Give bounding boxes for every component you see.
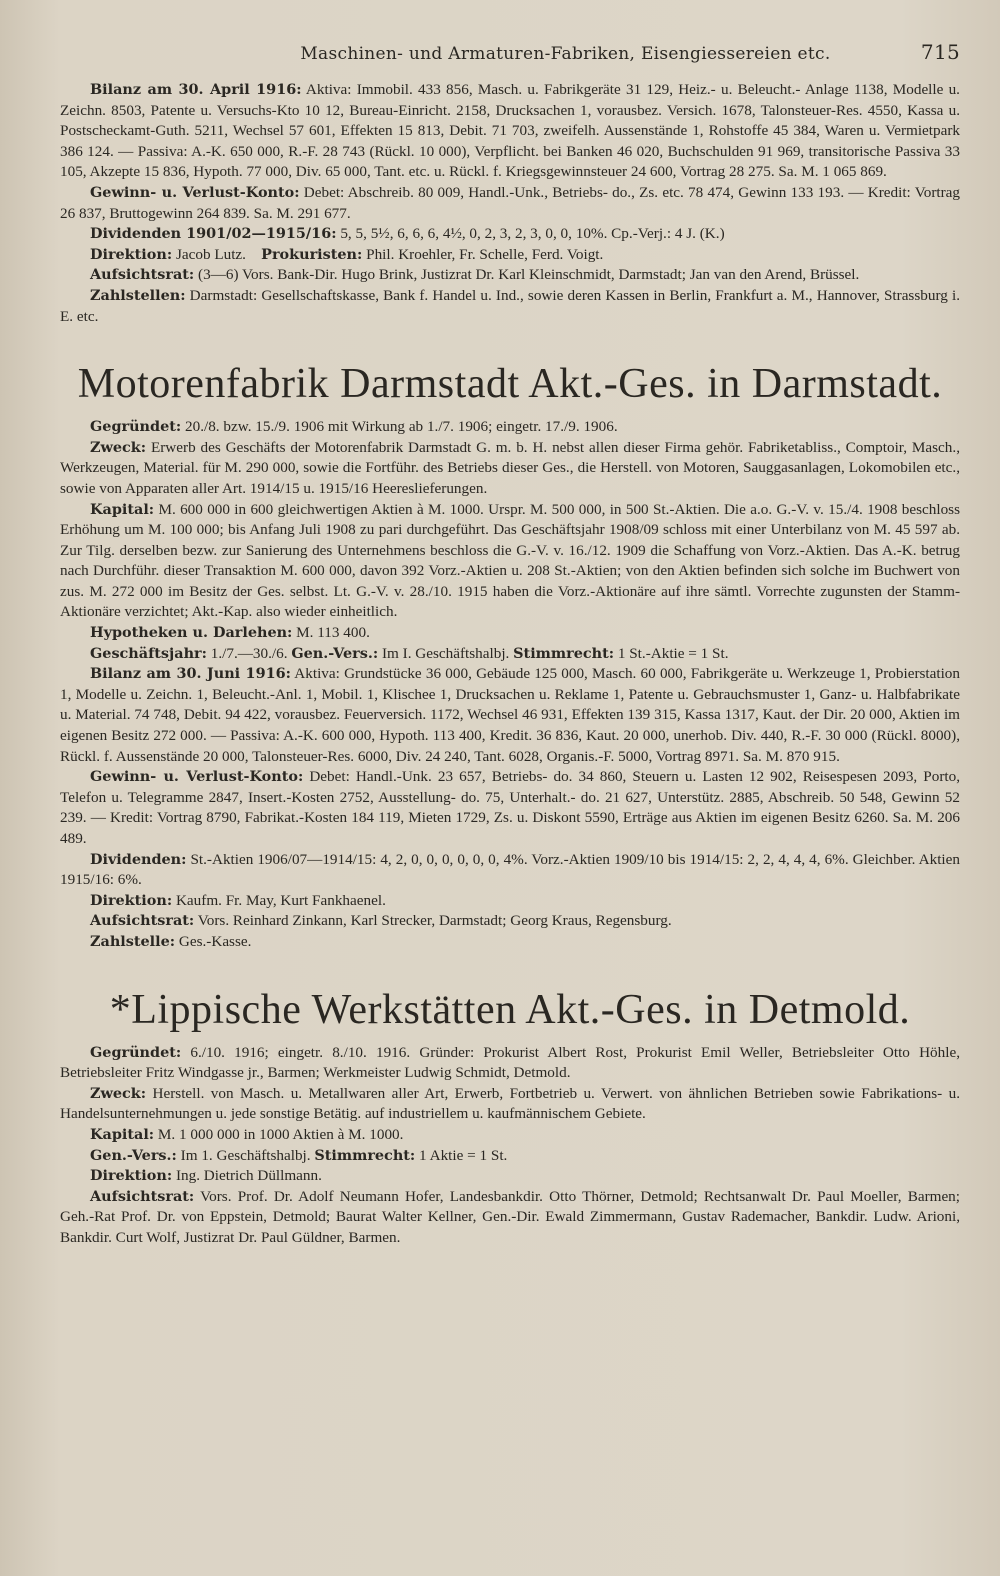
bilanz-paragraph	[60, 664, 960, 767]
guv-paragraph	[60, 183, 960, 224]
dividenden-paragraph	[60, 850, 960, 891]
aufsichtsrat-paragraph	[60, 911, 960, 932]
kapital-text: M. 1 000 000 in 1000 Aktien à M. 1000.	[154, 1125, 404, 1143]
zweck-paragraph	[60, 1084, 960, 1125]
dividenden-label: Dividenden 1901/02—1915/16:	[90, 225, 337, 243]
bilanz-label: Bilanz am 30. April 1916:	[90, 81, 302, 98]
prokuristen-text: Phil. Kroehler, Fr. Schelle, Ferd. Voigt.	[362, 245, 604, 263]
guv-paragraph	[60, 767, 960, 849]
company-title: *Lippische Werkstätten Akt.-Ges. in Detmold.	[109, 986, 911, 1033]
aufsichtsrat-text: Vors. Reinhard Zinkann, Karl Strecker, Darmstadt; Georg Kraus, Regensburg.	[194, 912, 672, 930]
zahlstellen-label: Zahlstellen:	[90, 286, 186, 304]
genvers-text: Im 1. Geschäftshalbj.	[176, 1146, 311, 1164]
zweck-text: Herstell. von Masch. u. Metallwaren aller Art, Erwerb, Fortbetrieb u. Verwert. von ähnlichen Betrieben sowie Fabrikations- u. Handelsunternehmungen u. jede sonstige Betätig. auf industriellem u. kaufmännischem Gebiete.	[60, 1084, 960, 1123]
stimmrecht-label: Stimmrecht:	[513, 644, 615, 662]
direktion-label: Direktion:	[90, 1167, 173, 1185]
genvers-paragraph	[60, 1146, 960, 1167]
genvers-text: Im I. Geschäftshalbj.	[378, 644, 510, 662]
company-title: Motorenfabrik Darmstadt Akt.-Ges. in Darmstadt.	[77, 361, 943, 408]
kapital-text: M. 600 000 in 600 gleichwertigen Aktien à M. 1000. Urspr. M. 500 000, in 500 St.-Aktien. Die a.o. G.-V. v. 15./4. 1908 beschloss Erhöhung um M. 100 000; bis Anfang Juli 1908 zu pari durchgeführt. Das Geschäftsjahr 1908/09 schloss mit einer Unterbilanz von M. 45 597 ab. Zur Tilg. derselben bezw. zur Sanierung des Unternehmens beschloss die G.-V. v. 16./12. 1909 die Schaffung von Vorz.-Aktien. Das A.-K. betrug nach Durchführ. dieser Transaktion M. 600 000, davon 392 Vorz.-Aktien u. 208 St.-Aktien; von den Aktien befinden sich solche im Buchwert von zus. M. 272 000 im Besitz der Ges. selbst. Lt. G.-V. v. 28./10. 1915 haben die Vorz.-Aktionäre auf ihre sämtl. Vorrechte zugunsten der Stamm-Aktionäre verzichtet; Akt.-Kap. also wieder einheitlich.	[60, 500, 960, 621]
aufsichtsrat-paragraph	[60, 265, 960, 286]
running-head	[60, 40, 960, 64]
stimmrecht-label: Stimmrecht:	[314, 1146, 416, 1164]
zahlstelle-paragraph	[60, 932, 960, 953]
direktion-text: Kaufm. Fr. May, Kurt Fankhaenel.	[172, 891, 386, 909]
gegruendet-paragraph	[60, 1043, 960, 1084]
kapital-label: Kapital:	[90, 1125, 155, 1143]
guv-label: Gewinn- u. Verlust-Konto:	[90, 183, 300, 201]
aufsichtsrat-label: Aufsichtsrat:	[90, 912, 195, 930]
zahlstellen-text: Darmstadt: Gesellschaftskasse, Bank f. Handel u. Ind., sowie deren Kassen in Berlin, Frankfurt a. M., Hannover, Strassburg i. E. etc.	[60, 286, 960, 325]
gegruendet-label: Gegründet:	[90, 418, 182, 436]
hypotheken-text: M. 113 400.	[292, 624, 370, 642]
guv-text: Debet: Abschreib. 80 009, Handl.-Unk., Betriebs- do., Zs. etc. 78 474, Gewinn 133 193. — Kredit: Vortrag 26 837, Bruttogewinn 264 839. Sa. M. 291 677.	[60, 183, 960, 222]
hypotheken-label: Hypotheken u. Darlehen:	[90, 624, 293, 642]
dividenden-label: Dividenden:	[90, 850, 187, 868]
gegruendet-text: 20./8. bzw. 15./9. 1906 mit Wirkung ab 1./7. 1906; eingetr. 17./9. 1906.	[181, 418, 618, 436]
entry-motorenfabrik	[60, 361, 960, 952]
direktion-paragraph	[60, 245, 960, 266]
entry-lippische-werkstaetten	[60, 987, 960, 1249]
dividenden-text: 5, 5, 5½, 6, 6, 6, 4½, 0, 2, 3, 2, 3, 0, 0, 10%. Cp.-Verj.: 4 J. (K.)	[336, 225, 725, 243]
guv-label: Gewinn- u. Verlust-Konto:	[90, 768, 304, 786]
aufsichtsrat-label: Aufsichtsrat:	[90, 1187, 195, 1205]
direktion-paragraph	[60, 891, 960, 912]
page-number: 715	[920, 40, 960, 64]
hypotheken-paragraph	[60, 623, 960, 644]
geschaeftsjahr-label: Geschäftsjahr:	[90, 644, 207, 662]
zahlstellen-paragraph	[60, 286, 960, 327]
aufsichtsrat-label: Aufsichtsrat:	[90, 266, 195, 284]
stimmrecht-text: 1 St.-Aktie = 1 St.	[614, 644, 729, 662]
running-head-title: Maschinen- und Armaturen-Fabriken, Eisengiessereien etc.	[300, 44, 831, 64]
gegruendet-label: Gegründet:	[90, 1043, 182, 1061]
direktion-text: Jacob Lutz.	[172, 245, 246, 263]
bilanz-text: Aktiva: Grundstücke 36 000, Gebäude 125 000, Masch. 60 000, Fabrikgeräte u. Werkzeuge 1, Probierstation 1, Modelle u. Zeichn. 1, Beleucht.-Anl. 1, Mobil. 1, Klischee 1, Drucksachen u. Reklame 1, Patente u. Gebrauchsmuster 1, Ganz- u. Halbfabrikate u. Material. 74 748, Debit. 94 422, vorausbez. Feuerversich. 1172, Wechsel 46 931, Effekten 139 315, Kassa 1317, Kaut. der Dir. 20 000, Aktien im eigenen Besitz 272 000. — Passiva: A.-K. 600 000, Hypoth. 113 400, Kredit. 36 836, Kaut. 20 000, unerhob. Div. 440, R.-F. 30 000 (Rückl. 8000), Rückl. f. Aussenstände 20 000, Talonsteuer-Res. 6000, Div. 24 240, Tant. 6028, Organis.-F. 5000, Vortrag 8971. Sa. M. 870 915.	[60, 665, 960, 765]
geschaeftsjahr-text: 1./7.—30./6.	[206, 644, 288, 662]
zweck-paragraph	[60, 438, 960, 500]
genvers-label: Gen.-Vers.:	[291, 644, 379, 662]
bilanz-label: Bilanz am 30. Juni 1916:	[90, 665, 291, 683]
aufsichtsrat-text: (3—6) Vors. Bank-Dir. Hugo Brink, Justizrat Dr. Karl Kleinschmidt, Darmstadt; Jan van den Arend, Brüssel.	[194, 266, 860, 284]
kapital-paragraph	[60, 500, 960, 624]
dividenden-paragraph	[60, 224, 960, 245]
aufsichtsrat-paragraph	[60, 1187, 960, 1249]
zweck-label: Zweck:	[90, 438, 147, 456]
zweck-text: Erwerb des Geschäfts der Motorenfabrik Darmstadt G. m. b. H. nebst allen dieser Firma gehör. Fabriketabliss., Comptoir, Masch., Werkzeugen, Material. für M. 290 000, sowie die Fortführ. des Betriebs dieser Ges., die Herstell. von Motoren, Sauggasanlagen, Lokomobilen etc., sowie von Apparaten aller Art. 1914/15 u. 1915/16 Heereslieferungen.	[60, 438, 960, 497]
bilanz-paragraph	[60, 80, 960, 183]
zahlstelle-label: Zahlstelle:	[90, 932, 176, 950]
stimmrecht-text: 1 Aktie = 1 St.	[415, 1146, 508, 1164]
direktion-label: Direktion:	[90, 891, 173, 909]
zweck-label: Zweck:	[90, 1084, 147, 1102]
prokuristen-label: Prokuristen:	[261, 245, 363, 263]
kapital-paragraph	[60, 1125, 960, 1146]
genvers-label: Gen.-Vers.:	[90, 1146, 177, 1164]
guv-text: Debet: Handl.-Unk. 23 657, Betriebs- do. 34 860, Steuern u. Lasten 12 902, Reisespesen 2093, Porto, Telefon u. Telegramme 2847, Insert.-Kosten 2752, Ausstellung- do. 75, Unterhalt.- do. 21 627, Unterstütz. 2885, Abschreib. 50 548, Gewinn 52 239. — Kredit: Vortrag 8790, Fabrikat.-Kosten 184 119, Mieten 1729, Zs. u. Diskont 5590, Erträge aus Aktien im eigenen Besitz 6260. Sa. M. 206 489.	[60, 768, 960, 847]
gegruendet-text: 6./10. 1916; eingetr. 8./10. 1916. Gründer: Prokurist Albert Rost, Prokurist Emil Weller, Betriebsleiter Otto Höhle, Betriebsleiter Fritz Windgasse jr., Barmen; Werkmeister Ludwig Schmidt, Detmold.	[60, 1043, 960, 1082]
dividenden-text: St.-Aktien 1906/07—1914/15: 4, 2, 0, 0, 0, 0, 0, 0, 4%. Vorz.-Aktien 1909/10 bis 1914/15: 2, 2, 4, 4, 4, 6%. Gleichber. Aktien 1915/16: 6%.	[60, 850, 960, 889]
direktion-paragraph	[60, 1166, 960, 1187]
entry-continuation	[60, 80, 960, 327]
geschaeftsjahr-paragraph	[60, 644, 960, 665]
bilanz-text: Aktiva: Immobil. 433 856, Masch. u. Fabrikgeräte 31 129, Heiz.- u. Beleucht.- Anlage 1138, Modelle u. Zeichn. 8503, Patente u. Versuchs-Kto 10 12, Bureau-Einricht. 2158, Drucksachen 1, vorausbez. Versich. 1678, Talonsteuer-Res. 4550, Kassa u. Postscheckamt-Guth. 5211, Wechsel 57 601, Effekten 15 813, Debit. 71 703, zweifelh. Aussenstände 1, Rohstoffe 45 384, Waren u. Vermietpark 386 124. — Passiva: A.-K. 650 000, R.-F. 28 743 (Rückl. 10 000), Verpflicht. bei Banken 46 020, Buchschulden 91 969, transitorische Passiva 33 105, Akzepte 15 836, Hypoth. 77 000, Div. 65 000, Tant. etc. u. Rückl. f. Kriegsgewinnsteuer 24 600, Vortrag 28 275. Sa. M. 1 065 869.	[60, 81, 960, 181]
direktion-text: Ing. Dietrich Düllmann.	[172, 1167, 322, 1185]
zahlstelle-text: Ges.-Kasse.	[175, 932, 252, 950]
kapital-label: Kapital:	[90, 500, 155, 518]
gegruendet-paragraph	[60, 417, 960, 438]
direktion-label: Direktion:	[90, 245, 173, 263]
aufsichtsrat-text: Vors. Prof. Dr. Adolf Neumann Hofer, Landesbankdir. Otto Thörner, Detmold; Rechtsanwalt Dr. Paul Moeller, Barmen; Geh.-Rat Prof. Dr. von Eppstein, Detmold; Baurat Walter Kellner, Gen.-Dir. Ewald Zimmermann, Gustav Rademacher, Bankdir. Ludw. Arioni, Bankdir. Curt Wolf, Justizrat Dr. Paul Güldner, Barmen.	[60, 1187, 960, 1246]
